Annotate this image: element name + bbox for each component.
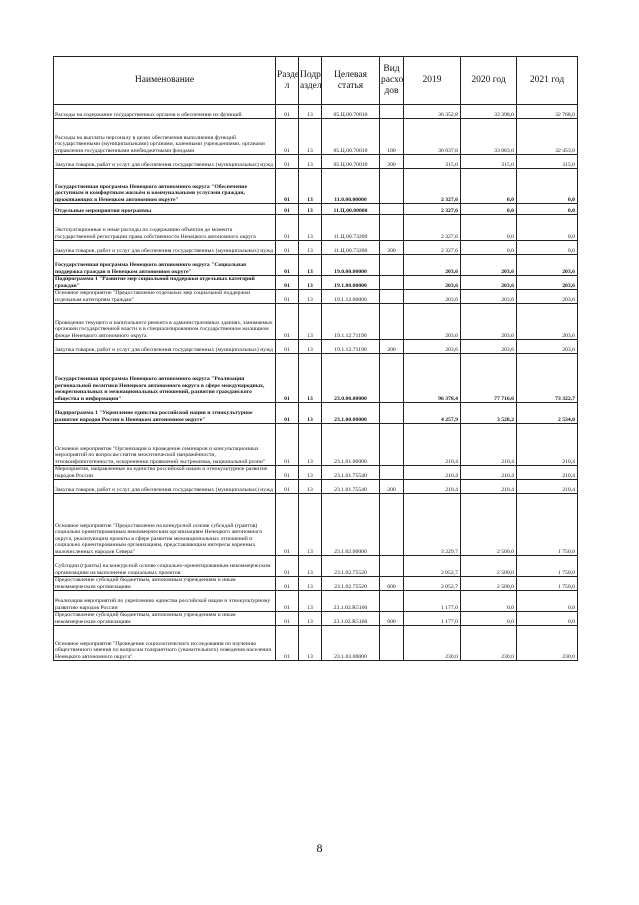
cell-vid: 600 (380, 612, 404, 626)
cell-2021: 203,6 (517, 304, 578, 340)
cell-2020: 203,6 (461, 304, 517, 340)
cell-razdel: 01 (276, 241, 299, 255)
cell-vid: 200 (380, 155, 404, 169)
budget-table-sheet (53, 56, 577, 661)
cell-2019: 2 052,7 (404, 556, 461, 577)
cell-vid: 200 (380, 480, 404, 494)
cell-2020: 0,0 (461, 204, 517, 215)
header-name: Наименование (54, 57, 276, 105)
table-header-row (54, 57, 578, 105)
cell-razdel: 01 (276, 276, 299, 290)
cell-2019: 203,6 (404, 276, 461, 290)
cell-razdel: 01 (276, 494, 299, 556)
cell-2021: 210,4 (517, 480, 578, 494)
cell-2020: 315,0 (461, 155, 517, 169)
cell-2020: 210,4 (461, 424, 517, 466)
cell-razdel: 01 (276, 119, 299, 155)
table-row (54, 290, 578, 304)
cell-podrazdel: 13 (299, 169, 322, 204)
cell-name: Проведение текущего и капитального ремонта в административных зданиях, занимаемых органами государственной власти и в специализированном государственном жилищном фонде Ненецкого автономного округа (54, 304, 276, 340)
cell-target: 11.0.00.00000 (322, 169, 380, 204)
cell-podrazdel: 13 (299, 255, 322, 276)
table-row (54, 204, 578, 215)
cell-2021: 1 750,0 (517, 494, 578, 556)
cell-name: Основное мероприятие "Организация и проведение семинаров и консультационных мероприятий по вопросам снятия межэтнической напряжённости, этноконфликтогенности, искоренению проявлений экстремизма, национальной розни" (54, 424, 276, 466)
cell-target: 11.Ц.00.73200 (322, 215, 380, 241)
cell-podrazdel: 13 (299, 626, 322, 661)
cell-2021: 0,0 (517, 241, 578, 255)
cell-target: 19.1.00.00000 (322, 276, 380, 290)
cell-target: 05.Ц.00.70010 (322, 155, 380, 169)
cell-2021: 203,6 (517, 340, 578, 354)
cell-target: 23.1.01.75540 (322, 466, 380, 480)
cell-2021: 203,6 (517, 255, 578, 276)
cell-name: Подпрограмма 1 "Развитие мер социальной поддержки отдельных категорий граждан" (54, 276, 276, 290)
cell-2020: 2 500,0 (461, 577, 517, 591)
cell-name: Закупка товаров, работ и услуг для обеспечения государственных (муниципальных) нужд (54, 241, 276, 255)
cell-razdel: 01 (276, 466, 299, 480)
cell-razdel: 01 (276, 255, 299, 276)
cell-2021: 210,4 (517, 424, 578, 466)
table-row (54, 105, 578, 119)
table-body (54, 105, 578, 661)
cell-2020: 0,0 (461, 241, 517, 255)
cell-podrazdel: 13 (299, 494, 322, 556)
cell-target: 19.1.12.71190 (322, 340, 380, 354)
table-row (54, 591, 578, 612)
header-2019: 2019 (404, 57, 461, 105)
table-row (54, 494, 578, 556)
cell-target: 23.0.00.00000 (322, 354, 380, 403)
cell-2021: 1 750,0 (517, 556, 578, 577)
cell-target: 23.1.02.75520 (322, 577, 380, 591)
cell-vid (380, 169, 404, 204)
cell-name: Закупка товаров, работ и услуг для обеспечения государственных (муниципальных) нужд (54, 480, 276, 494)
cell-vid (380, 215, 404, 241)
cell-2020: 230,0 (461, 626, 517, 661)
cell-podrazdel: 13 (299, 354, 322, 403)
cell-2021: 73 322,7 (517, 354, 578, 403)
cell-razdel: 01 (276, 354, 299, 403)
cell-razdel: 01 (276, 556, 299, 577)
cell-podrazdel: 13 (299, 612, 322, 626)
cell-name: Предоставление субсидий бюджетным, автономным учреждениям и иным некоммерческим организациям (54, 612, 276, 626)
cell-razdel: 01 (276, 626, 299, 661)
cell-name: Реализация мероприятий по укреплению единства российской нации и этнокультурному развитию народов России (54, 591, 276, 612)
cell-2019: 203,6 (404, 255, 461, 276)
cell-razdel: 01 (276, 290, 299, 304)
cell-podrazdel: 13 (299, 403, 322, 424)
cell-podrazdel: 13 (299, 290, 322, 304)
cell-2020: 203,6 (461, 276, 517, 290)
cell-2019: 2 327,6 (404, 204, 461, 215)
cell-name: Расходы на содержание государственных органов и обеспечение их функций (54, 105, 276, 119)
table-row (54, 155, 578, 169)
cell-target: 23.1.00.00000 (322, 403, 380, 424)
cell-razdel: 01 (276, 612, 299, 626)
cell-2021: 210,4 (517, 466, 578, 480)
cell-podrazdel: 13 (299, 466, 322, 480)
cell-2019: 96 378,4 (404, 354, 461, 403)
cell-2020: 2 500,0 (461, 494, 517, 556)
cell-target: 23.1.02.R5160 (322, 612, 380, 626)
cell-podrazdel: 13 (299, 155, 322, 169)
cell-2021: 0,0 (517, 591, 578, 612)
cell-target: 11.Ц.00.73200 (322, 241, 380, 255)
table-row (54, 241, 578, 255)
cell-2021: 230,0 (517, 626, 578, 661)
cell-vid (380, 556, 404, 577)
header-2021: 2021 год (517, 57, 578, 105)
cell-2021: 32 453,0 (517, 119, 578, 155)
cell-2021: 0,0 (517, 204, 578, 215)
cell-target: 05.Ц.00.70010 (322, 119, 380, 155)
cell-vid (380, 354, 404, 403)
cell-2019: 2 052,7 (404, 577, 461, 591)
cell-2020: 3 528,2 (461, 403, 517, 424)
cell-vid: 200 (380, 340, 404, 354)
cell-2020: 203,6 (461, 340, 517, 354)
cell-name: Закупка товаров, работ и услуг для обеспечения государственных (муниципальных) нужд (54, 155, 276, 169)
cell-2020: 2 500,0 (461, 556, 517, 577)
cell-name: Мероприятия, направленные на единство российской нации и этнокультурное развитие народов России (54, 466, 276, 480)
cell-2020: 0,0 (461, 169, 517, 204)
cell-podrazdel: 13 (299, 480, 322, 494)
header-podrazdel: Подр аздел (299, 57, 322, 105)
header-2020: 2020 год (461, 57, 517, 105)
cell-podrazdel: 13 (299, 119, 322, 155)
cell-razdel: 01 (276, 424, 299, 466)
cell-razdel: 01 (276, 204, 299, 215)
cell-name: Основное мероприятие "Предоставление отдельных мер социальной поддержки отдельным категориям граждан" (54, 290, 276, 304)
cell-2019: 4 257,9 (404, 403, 461, 424)
cell-target: 23.1.02.00000 (322, 494, 380, 556)
cell-2020: 203,6 (461, 255, 517, 276)
cell-podrazdel: 13 (299, 577, 322, 591)
header-target: Целевая статья (322, 57, 380, 105)
cell-2019: 203,6 (404, 340, 461, 354)
cell-razdel: 01 (276, 340, 299, 354)
table-row (54, 255, 578, 276)
cell-vid (380, 204, 404, 215)
cell-razdel: 01 (276, 591, 299, 612)
cell-2021: 1 750,0 (517, 577, 578, 591)
cell-2020: 33 083,0 (461, 119, 517, 155)
cell-podrazdel: 13 (299, 241, 322, 255)
cell-razdel: 01 (276, 155, 299, 169)
cell-2021: 0,0 (517, 612, 578, 626)
cell-podrazdel: 13 (299, 304, 322, 340)
cell-vid (380, 424, 404, 466)
cell-2021: 32 768,0 (517, 105, 578, 119)
cell-podrazdel: 13 (299, 204, 322, 215)
header-razdel: Разде л (276, 57, 299, 105)
cell-2019: 2 327,6 (404, 215, 461, 241)
budget-table (53, 56, 578, 661)
cell-razdel: 01 (276, 215, 299, 241)
table-row (54, 577, 578, 591)
table-row (54, 304, 578, 340)
cell-2019: 230,0 (404, 626, 461, 661)
table-row (54, 466, 578, 480)
cell-vid (380, 290, 404, 304)
cell-razdel: 01 (276, 403, 299, 424)
cell-2019: 1 177,0 (404, 612, 461, 626)
cell-podrazdel: 13 (299, 340, 322, 354)
cell-vid: 200 (380, 241, 404, 255)
cell-2019: 210,4 (404, 480, 461, 494)
table-row (54, 424, 578, 466)
cell-target: 23.1.03.00000 (322, 626, 380, 661)
cell-2019: 2 327,6 (404, 169, 461, 204)
table-row (54, 354, 578, 403)
table-row (54, 340, 578, 354)
table-row (54, 119, 578, 155)
cell-vid: 600 (380, 577, 404, 591)
cell-2019: 315,0 (404, 155, 461, 169)
cell-2019: 2 327,6 (404, 241, 461, 255)
cell-podrazdel: 13 (299, 556, 322, 577)
cell-target: 11.Ц.00.00000 (322, 204, 380, 215)
cell-2020: 203,6 (461, 290, 517, 304)
table-row (54, 215, 578, 241)
table-row (54, 169, 578, 204)
cell-2019: 36 352,8 (404, 105, 461, 119)
cell-2020: 33 398,0 (461, 105, 517, 119)
cell-2019: 210,4 (404, 424, 461, 466)
cell-2021: 2 534,0 (517, 403, 578, 424)
header-vid: Вид расхо дов (380, 57, 404, 105)
cell-2019: 203,6 (404, 304, 461, 340)
cell-vid (380, 403, 404, 424)
cell-name: Закупка товаров, работ и услуг для обеспечения государственных (муниципальных) нужд (54, 340, 276, 354)
cell-target: 23.1.01.00000 (322, 424, 380, 466)
cell-podrazdel: 13 (299, 105, 322, 119)
cell-2020: 0,0 (461, 612, 517, 626)
cell-2020: 0,0 (461, 215, 517, 241)
cell-vid: 100 (380, 119, 404, 155)
cell-razdel: 01 (276, 480, 299, 494)
cell-2019: 3 229,7 (404, 494, 461, 556)
cell-name: Государственная программа Ненецкого автономного округа "Социальная поддержка граждан в Ненецком автономном округе" (54, 255, 276, 276)
cell-target: 05.Ц.00.70010 (322, 105, 380, 119)
cell-2021: 203,6 (517, 290, 578, 304)
cell-target: 23.1.02.R5160 (322, 591, 380, 612)
cell-podrazdel: 13 (299, 276, 322, 290)
cell-2020: 0,0 (461, 591, 517, 612)
cell-podrazdel: 13 (299, 215, 322, 241)
cell-vid (380, 105, 404, 119)
cell-name: Предоставление субсидий бюджетным, автономным учреждениям и иным некоммерческим организациям (54, 577, 276, 591)
cell-vid (380, 591, 404, 612)
cell-vid (380, 626, 404, 661)
cell-2019: 36 037,8 (404, 119, 461, 155)
cell-target: 19.1.12.00000 (322, 290, 380, 304)
cell-vid (380, 276, 404, 290)
cell-name: Государственная программа Ненецкого автономного округа "Обеспечение доступным и комфортным жильём и коммунальными услугами граждан, проживающих в Ненецком автономном округе" (54, 169, 276, 204)
cell-name: Подпрограмма 1 "Укрепление единства российской нации и этнокультурное развитие народов России в Ненецком автономном округе" (54, 403, 276, 424)
cell-2021: 203,6 (517, 276, 578, 290)
cell-2020: 210,4 (461, 480, 517, 494)
cell-2021: 315,0 (517, 155, 578, 169)
cell-2021: 0,0 (517, 169, 578, 204)
cell-vid (380, 304, 404, 340)
cell-vid (380, 466, 404, 480)
cell-2019: 1 177,0 (404, 591, 461, 612)
cell-target: 19.1.12.71190 (322, 304, 380, 340)
cell-target: 23.1.01.75540 (322, 480, 380, 494)
table-row (54, 403, 578, 424)
table-row (54, 480, 578, 494)
cell-razdel: 01 (276, 304, 299, 340)
cell-razdel: 01 (276, 169, 299, 204)
page-number: 8 (316, 841, 323, 855)
table-row (54, 276, 578, 290)
cell-name: Расходы на выплаты персоналу в целях обеспечения выполнения функций государственными (муниципальными) органами, казенными учреждениями, органами управления государственными внебюджетными фондами (54, 119, 276, 155)
cell-vid (380, 255, 404, 276)
cell-2019: 203,6 (404, 290, 461, 304)
cell-2021: 0,0 (517, 215, 578, 241)
table-row (54, 626, 578, 661)
cell-razdel: 01 (276, 577, 299, 591)
cell-name: Основное мероприятие "Проведение социологического исследования по изучению общественного мнения по вопросам толерантного (уважительного) поведения населения Ненецкого автономного округа" (54, 626, 276, 661)
cell-podrazdel: 13 (299, 424, 322, 466)
cell-target: 19.0.00.00000 (322, 255, 380, 276)
cell-name: Государственная программа Ненецкого автономного округа "Реализация региональной политики Ненецкого автономного округа в сфере международных, межрегиональных и межнациональных отношений, развития гражданского общества и информации" (54, 354, 276, 403)
cell-name: Эксплуатационные и иные расходы по содержанию объектов до момента государственной регистрации права собственности Ненецкого автономного округа (54, 215, 276, 241)
cell-name: Отдельные мероприятия программы (54, 204, 276, 215)
cell-target: 23.1.02.75520 (322, 556, 380, 577)
cell-razdel: 01 (276, 105, 299, 119)
cell-name: Основное мероприятие "Предоставление на конкурсной основе субсидий (грантов) социально ориентированным некоммерческим организациям Ненецкого автономного округа, реализующим проекты в сфере развития межнациональных отношений и социально ориентированным организациям, представляющим интересы коренных малочисленных народов Севера" (54, 494, 276, 556)
cell-name: Субсидии (гранты) на конкурсной основе социально-ориентированным некоммерческим организациям на выполнение социальных проектов (54, 556, 276, 577)
cell-2020: 210,4 (461, 466, 517, 480)
cell-podrazdel: 13 (299, 591, 322, 612)
cell-2020: 77 716,6 (461, 354, 517, 403)
cell-2019: 210,4 (404, 466, 461, 480)
table-row (54, 612, 578, 626)
table-row (54, 556, 578, 577)
cell-vid (380, 494, 404, 556)
